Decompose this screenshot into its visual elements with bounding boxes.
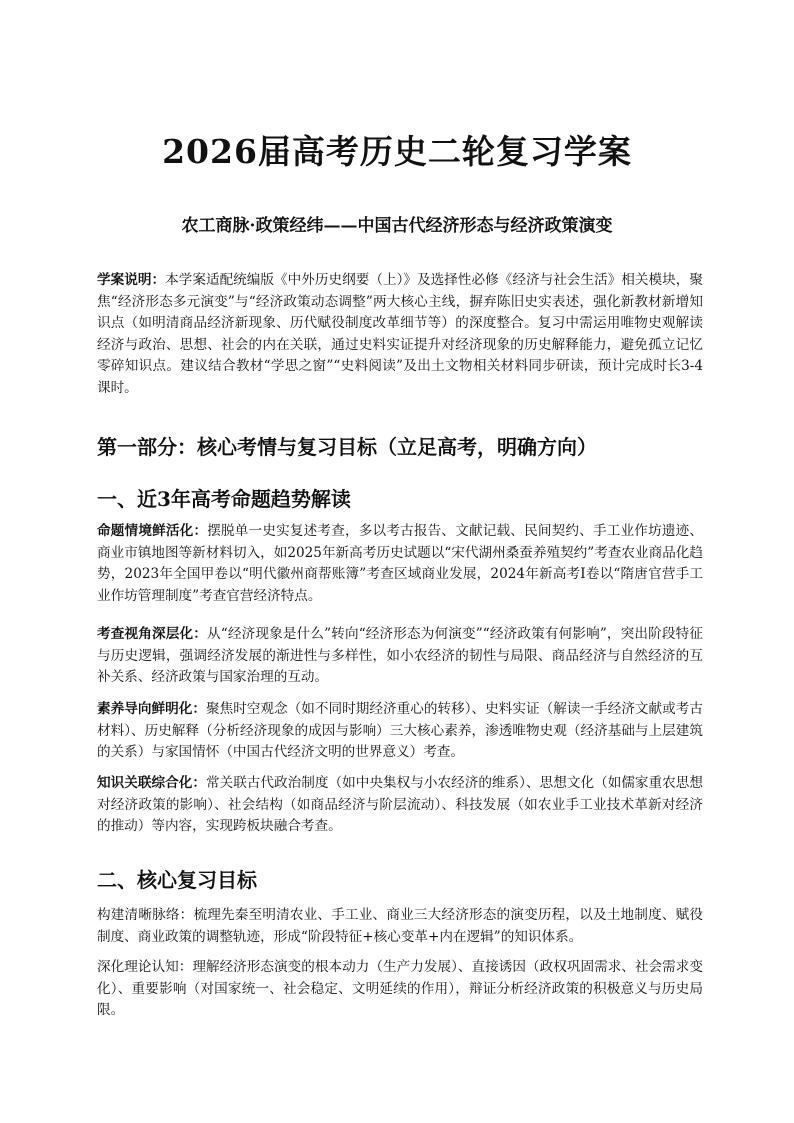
intro-label: 学案说明： xyxy=(97,272,166,288)
goal-item-1: 构建清晰脉络：梳理先秦至明清农业、手工业、商业三大经济形态的演变历程，以及土地制度、赋役制度、商业政策的调整轨迹，形成“阶段特征+核心变革+内在逻辑”的知识体系。 xyxy=(97,907,703,945)
intro-paragraph xyxy=(97,270,703,399)
trend-item-label: 知识关联综合化： xyxy=(97,775,206,791)
section1-heading: 一、近3年高考命题趋势解读 xyxy=(97,487,351,511)
trend-item-label: 命题情境鲜活化： xyxy=(97,523,208,539)
trend-item-text: 聚焦时空观念（如不同时期经济重心的转移）、史料实证（解读一手经济文献或考古材料）、历史解释（分析经济现象的成因与影响）三大核心素养，渗透唯物史观（经济基础与上层建筑的关系）与家国情怀（中国古代经济文明的世界意义）考查。 xyxy=(97,701,704,760)
trend-item-text: 常关联古代政治制度（如中央集权与小农经济的维系）、思想文化（如儒家重农思想对经济政策的影响）、社会结构（如商品经济与阶层流动）、科技发展（如农业手工业技术革新对经济的推动）等内容，实现跨板块融合考查。 xyxy=(97,775,704,834)
trend-item-2 xyxy=(97,624,703,689)
part1-heading: 第一部分：核心考情与复习目标（立足高考，明确方向） xyxy=(97,435,597,459)
trend-item-text: 从“经济现象是什么”转向“经济形态为何演变”“经济政策有何影响”，突出阶段特征与历史逻辑，强调经济发展的渐进性与多样性，如小农经济的韧性与局限、商品经济与自然经济的互补关系、经济政策与国家治理的互动。 xyxy=(97,626,704,685)
trend-item-4 xyxy=(97,773,703,838)
goal-item-2: 深化理论认知：理解经济形态演变的根本动力（生产力发展）、直接诱因（政权巩固需求、社会需求变化）、重要影响（对国家统一、社会稳定、文明延续的作用），辩证分析经济政策的积极意义与历史局限。 xyxy=(97,959,703,1018)
trend-item-label: 素养导向鲜明化： xyxy=(97,701,206,717)
section2-heading: 二、核心复习目标 xyxy=(97,868,257,892)
trend-item-3 xyxy=(97,699,703,764)
document-subtitle: 农工商脉·政策经纬——中国古代经济形态与经济政策演变 xyxy=(181,216,613,236)
trend-item-1 xyxy=(97,521,703,607)
document-title: 2026届高考历史二轮复习学案 xyxy=(162,132,632,171)
trend-item-label: 考查视角深层化： xyxy=(97,626,207,642)
trend-item-text: 摆脱单一史实复述考查，多以考古报告、文献记载、民间契约、手工业作坊遗迹、商业市镇地图等新材料切入，如2025年新高考历史试题以“宋代湖州桑蚕养殖契约”考查农业商品化趋势，2023年全国甲卷以“明代徽州商帮账簿”考查区域商业发展，2024年新高考Ⅰ卷以“隋唐官营手工业作坊管理制度”考查官营经济特点。 xyxy=(97,523,704,604)
intro-text: 本学案适配统编版《中外历史纲要（上）》及选择性必修《经济与社会生活》相关模块，聚焦“经济形态多元演变”与“经济政策动态调整”两大核心主线，摒弃陈旧史实表述，强化新教材新增知识点（如明清商品经济新现象、历代赋役制度改革细节等）的深度整合。复习中需运用唯物史观解读经济与政治、思想、社会的内在关联，通过史料实证提升对经济现象的历史解释能力，避免孤立记忆零碎知识点。建议结合教材“学思之窗”“史料阅读”及出土文物相关材料同步研读，预计完成时长3-4课时。 xyxy=(97,272,703,396)
